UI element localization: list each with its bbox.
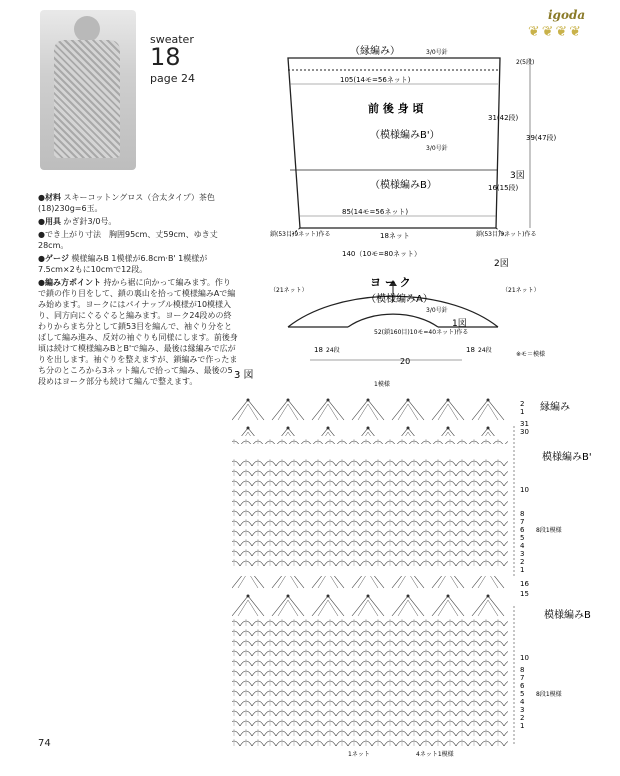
- right-net: （21ネット）: [502, 287, 540, 294]
- b2-repeat: 8段1模様: [536, 527, 562, 534]
- pattern-b-label: （模様編みB）: [370, 180, 437, 191]
- size-line: ●でき上がり寸法 胸囲95cm、丈59cm、ゆき丈28cm。: [38, 230, 218, 250]
- b-repeat: 8段1模様: [536, 691, 562, 698]
- crochet-chart: [228, 366, 608, 762]
- fig3-ref: 3図: [510, 171, 525, 181]
- row-label: 15: [520, 590, 529, 598]
- row-label: 1: [520, 408, 525, 416]
- edge-label: （縁編み）: [350, 46, 400, 57]
- dim-right-mid: 31(42段): [488, 114, 519, 122]
- chart-title: 3 図: [234, 370, 254, 381]
- schematic-diagram: [230, 40, 620, 370]
- row-label: 3: [520, 706, 525, 714]
- row-label: 16: [520, 580, 529, 588]
- sweater-image: [54, 40, 120, 158]
- top-span-label: 1模様: [374, 381, 390, 388]
- model-head: [74, 16, 100, 42]
- top-count: 105(14モ=56ネット): [340, 76, 411, 84]
- b-section-label: 模様編みB: [544, 610, 591, 621]
- row-label: 7: [520, 518, 525, 526]
- row-label: 5: [520, 690, 525, 698]
- bottom-left-note: 1ネット: [348, 751, 370, 758]
- material-heading: ●材料: [38, 193, 61, 202]
- chain-left-note: 鎖(53目)9ネット)作る: [270, 231, 331, 238]
- gauge-line: [38, 253, 238, 275]
- edge-section-label: 縁編み: [540, 402, 570, 413]
- left-18: 18: [314, 346, 323, 354]
- dim-right-low: 16(15段): [488, 184, 519, 192]
- tools-text: かぎ針3/0号。: [63, 217, 117, 226]
- row-label: 1: [520, 722, 525, 730]
- b2-section-label: 模様編みB': [542, 452, 592, 463]
- legend-note: ※モ＝模様: [516, 351, 546, 358]
- method-heading: ●編み方ポイント: [38, 278, 101, 287]
- row-label: 8: [520, 510, 525, 518]
- bottom-count: 85(14モ=56ネット): [342, 208, 409, 216]
- yoke-title: ヨ ー ク: [370, 276, 411, 289]
- yoke-hook: 3/0号針: [426, 307, 448, 314]
- arc-top-count: 140（10モ=80ネット）: [342, 250, 422, 258]
- dim-right-top: 2(5段): [516, 59, 535, 66]
- chain-right-note: 鎖(53目)9ネット)作る: [476, 231, 537, 238]
- pattern-b2-label: （模様編みB'）: [370, 130, 440, 141]
- instructions-block: [38, 192, 238, 389]
- row-label: 5: [520, 534, 525, 542]
- center-net: 18ネット: [380, 232, 410, 240]
- tools-heading: ●用具: [38, 217, 61, 226]
- method-text: 持から裾に向かって編みます。作りで鎖の作り目をして、鎖の裏山を拾って模様編みAで編み始めます。ヨークにはパイナップル模様が10模様入り、同方向にぐるぐると編みます。ヨーク24段めの終わりからまち分として鎖53目を編んで、袖ぐり分をとばして編み進み、反対の袖ぐりも同様にします。前後身頃は続けて模様編みBとB'で編み、最後は縁編みで広がりを出します。袖ぐりを整えますが、鎖編みで作ったまち分のところから3ネット編んで拾って編み、最後の5段めはヨーク部分も続けて編んで整えます。: [38, 278, 238, 386]
- row-label: 4: [520, 698, 525, 706]
- edge-hook: 3/0号針: [426, 49, 448, 56]
- sweater-number: 18: [150, 43, 181, 71]
- pattern-b2-rows: [232, 458, 508, 568]
- left-24: 24段: [326, 347, 340, 354]
- right-24: 24段: [478, 347, 492, 354]
- row-label: 6: [520, 682, 525, 690]
- row-label: 1: [520, 566, 525, 574]
- material-line: [38, 192, 238, 214]
- gauge-heading: ●ゲージ: [38, 254, 69, 263]
- yoke-pattern: （模様編みA）: [366, 294, 433, 305]
- row-label: 30: [520, 428, 529, 436]
- row-label: 3: [520, 550, 525, 558]
- edging-rows: [232, 396, 508, 436]
- page-reference: page 24: [150, 72, 195, 85]
- method-line: [38, 277, 238, 387]
- left-net: （21ネット）: [270, 287, 308, 294]
- bottom-dimension: 20: [400, 357, 411, 366]
- tools-line: [38, 216, 238, 227]
- material-text: スキーコットングロス（合太タイプ）茶色(18)230g=6玉。: [38, 193, 215, 213]
- gauge-text: 模様編みB 1模様が6.8cm·B' 1模様が7.5cm×2もに10cmで12段。: [38, 254, 208, 274]
- row-label: 2: [520, 400, 525, 408]
- row-label: 8: [520, 666, 525, 674]
- body-hook: 3/0号針: [426, 145, 448, 152]
- fig1-ref: 1図: [452, 319, 467, 329]
- row-label: 2: [520, 714, 525, 722]
- sweater-label: sweater: [150, 33, 194, 46]
- yoke-inner-arc: [348, 314, 438, 327]
- fig2-ref: 2図: [494, 259, 509, 269]
- row-label: 10: [520, 486, 529, 494]
- dim-right-total: 39(47段): [526, 134, 557, 142]
- pattern-b-rows: [232, 616, 508, 746]
- row-label: 4: [520, 542, 525, 550]
- right-18: 18: [466, 346, 475, 354]
- row-label: 6: [520, 526, 525, 534]
- row-label: 31: [520, 420, 529, 428]
- body-title: 前 後 身 頃: [368, 102, 424, 115]
- brand-logo: igoda: [548, 8, 586, 22]
- sweater-photo: [40, 10, 136, 170]
- chain-start: 52(鎖160目)10モ=40ネット)作る: [374, 329, 469, 336]
- row-label: 7: [520, 674, 525, 682]
- bottom-right-note: 4ネット1模様: [416, 751, 454, 758]
- row-label: 2: [520, 558, 525, 566]
- page-number: 74: [38, 738, 51, 749]
- butterfly-decoration: ❦❦❦❦: [528, 24, 583, 40]
- row-label: 10: [520, 654, 529, 662]
